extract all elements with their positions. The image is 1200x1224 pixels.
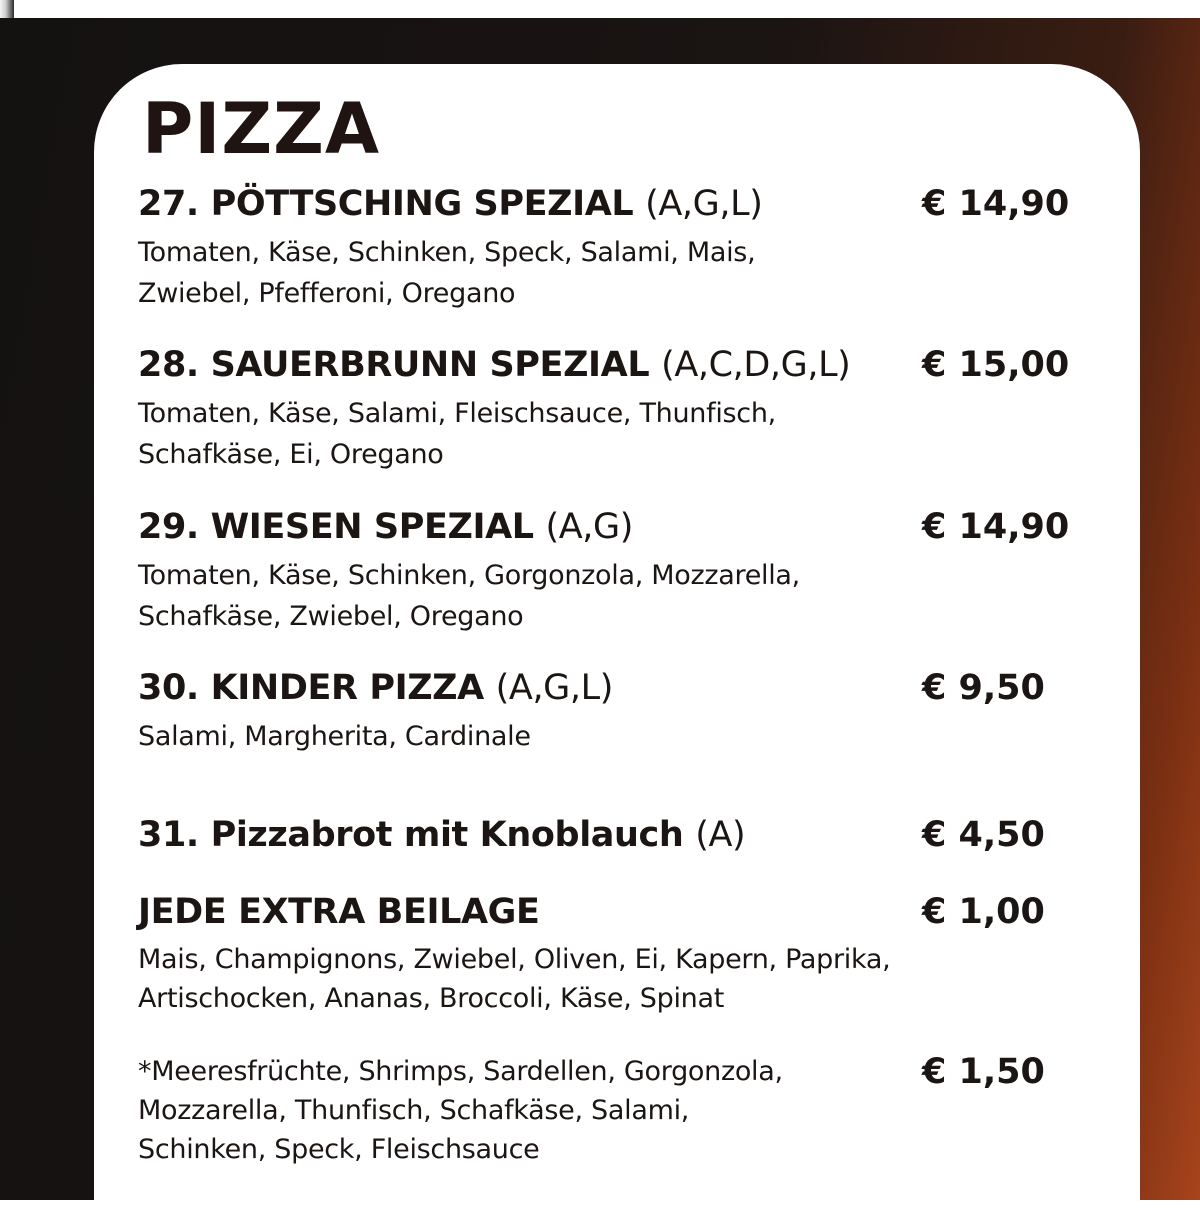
item-price: € 4,50 <box>922 815 1045 855</box>
premium-extras-line: Schinken, Speck, Fleischsauce <box>138 1134 540 1165</box>
item-price: € 1,00 <box>922 892 1045 932</box>
item-allergens: (A,C,D,G,L) <box>661 345 851 385</box>
item-price: € 15,00 <box>922 345 1070 385</box>
premium-extras-line: Mozzarella, Thunfisch, Schafkäse, Salami, <box>138 1095 690 1126</box>
item-description-line: Tomaten, Käse, Schinken, Speck, Salami, Mais, <box>138 237 756 268</box>
item-name-line <box>138 668 613 708</box>
item-allergens: (A,G,L) <box>495 668 613 708</box>
item-description-line: Schafkäse, Ei, Oregano <box>138 439 444 470</box>
item-name-line <box>138 184 762 224</box>
item-allergens: (A) <box>695 815 746 855</box>
item-description-line: Zwiebel, Pfefferoni, Oregano <box>138 278 516 309</box>
item-name: 30. KINDER PIZZA <box>138 668 484 708</box>
item-name: 31. Pizzabrot mit Knoblauch <box>138 815 684 855</box>
premium-extras <box>138 1052 1078 1169</box>
item-price: € 14,90 <box>922 184 1070 224</box>
menu-item-30 <box>138 668 1078 757</box>
item-name-line <box>138 507 633 547</box>
menu-title: PIZZA <box>142 88 381 170</box>
item-name: JEDE EXTRA BEILAGE <box>138 892 540 932</box>
item-description-line: Mais, Champignons, Zwiebel, Oliven, Ei, Kapern, Paprika, <box>138 944 891 975</box>
menu-item-28 <box>138 345 1078 475</box>
item-name: 27. PÖTTSCHING SPEZIAL <box>138 184 634 224</box>
item-price: € 14,90 <box>922 507 1070 547</box>
menu-item-27 <box>138 184 1078 314</box>
item-allergens: (A,G) <box>545 507 633 547</box>
menu-item-29 <box>138 507 1078 637</box>
item-description-line: Salami, Margherita, Cardinale <box>138 721 531 752</box>
item-description-line: Schafkäse, Zwiebel, Oregano <box>138 601 524 632</box>
menu-item-extra-beilage <box>138 892 1078 1018</box>
premium-extras-price: € 1,50 <box>922 1052 1045 1092</box>
premium-extras-line: *Meeresfrüchte, Shrimps, Sardellen, Gorgonzola, <box>138 1056 783 1087</box>
item-name: 28. SAUERBRUNN SPEZIAL <box>138 345 650 385</box>
menu-item-31 <box>138 815 1078 863</box>
item-price: € 9,50 <box>922 668 1045 708</box>
item-name-line <box>138 815 745 855</box>
item-description-line: Tomaten, Käse, Schinken, Gorgonzola, Mozzarella, <box>138 560 800 591</box>
item-name-line <box>138 345 850 385</box>
item-allergens: (A,G,L) <box>645 184 763 224</box>
item-description-line: Artischocken, Ananas, Broccoli, Käse, Spinat <box>138 983 724 1014</box>
item-name: 29. WIESEN SPEZIAL <box>138 507 534 547</box>
item-description-line: Tomaten, Käse, Salami, Fleischsauce, Thunfisch, <box>138 398 776 429</box>
